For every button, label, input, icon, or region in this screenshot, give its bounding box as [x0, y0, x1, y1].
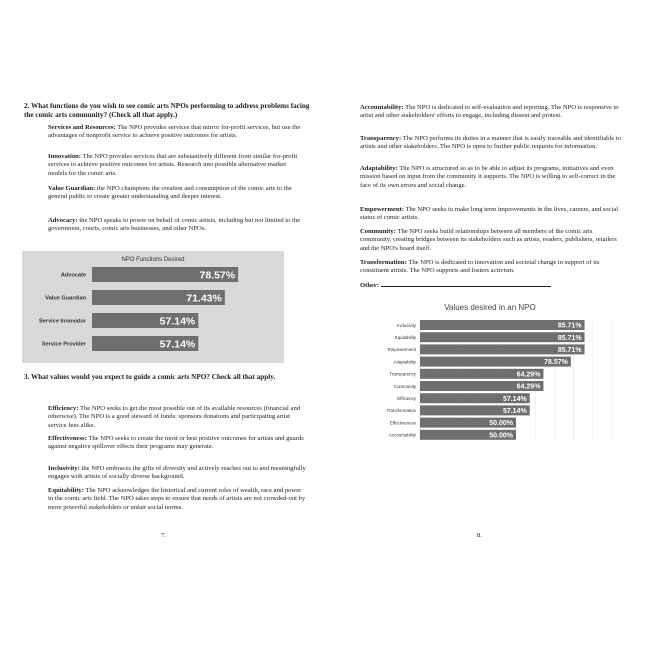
checkbox-icon[interactable]:  	[24, 153, 30, 160]
npo-functions-chart	[22, 251, 284, 363]
item-desc: The NPO acknowledges the historical and current roles of wealth, race and power in the comic arts field. The NPO takes steps to ensure that needs of artists are not crowded-out by more powerful stakeholders or unfair social norms.	[48, 487, 306, 511]
data-label: 71.43%	[186, 292, 222, 305]
category-label: Equitability	[394, 335, 416, 340]
category-label: Efficiency	[397, 396, 416, 401]
item-desc: The NPO is dedicated to self-evaluation and reporting. The NPO is responsive to artist and other stakeholders' efforts to engage, including dissent and protest.	[360, 104, 619, 120]
chart-title: NPO Functions Desired	[121, 257, 185, 263]
item-desc: The NPO is structured so as to be able to adjust its programs, initiatives and even mission based on input from the community it supports. The NPO is willing to self-correct in the face of its own errors and social change.	[360, 165, 616, 189]
item-desc: The NPO seeks to get the most possible out of its available resources (financial and otherwise). The NPO is a good steward of funds: sponsors donations and participating artist service fees alike.	[48, 405, 301, 429]
item-term: Advocacy:	[48, 217, 78, 224]
checkbox-icon[interactable]:  	[336, 259, 342, 266]
question-2-title: 2. What functions do you wish to see comic arts NPOs performing to address problems facing the comic arts community? (Check all that apply.)	[24, 102, 310, 119]
item-desc: the NPO speaks to power on behalf of comic artists, including but not limited to the government, courts, comic arts businesses, and other NPOs.	[48, 217, 301, 233]
item-term: Accountability:	[360, 104, 404, 111]
values-desired-chart	[340, 298, 620, 458]
checkbox-icon[interactable]:  	[24, 185, 30, 192]
data-label: 64.29%	[516, 383, 541, 391]
category-label: Transparency	[389, 371, 416, 377]
item-desc: The NPO is dedicated to innovation and societal change in support of its constituent artists. The NPO supports and fosters activism.	[360, 259, 600, 275]
checkbox-icon[interactable]:  	[336, 206, 342, 213]
item-desc: The NPO provides services that mirror for-profit services, but use the advantages of nonprofit service to achieve positive outcomes for artists.	[48, 124, 301, 140]
data-label: 57.14%	[159, 315, 196, 328]
category-label: Empowerment	[387, 347, 416, 353]
category-label: Value Guardian	[45, 295, 86, 302]
data-label: 50.00%	[489, 432, 513, 440]
right-page	[324, 0, 648, 648]
checkbox-icon[interactable]:  	[24, 435, 30, 442]
category-label: Effectiveness	[389, 420, 416, 426]
item-term: Value Guardian:	[48, 185, 96, 192]
page-number: 7.	[161, 532, 166, 539]
category-label: Service Innovator	[39, 318, 86, 325]
data-label: 57.14%	[502, 395, 527, 403]
checkbox-icon[interactable]:  	[336, 104, 342, 111]
data-label: 57.14%	[159, 338, 196, 351]
category-label: Advocate	[60, 272, 86, 279]
item-desc: The NPO performs its duties in a manner that is easily traceable and identifiable to artists and other stakeholders. The NPO is open to further public requests for information.	[360, 135, 621, 151]
category-label: Adaptability	[393, 359, 416, 365]
item-term: Community:	[360, 228, 396, 235]
chart-title: Values desired in an NPO	[444, 303, 536, 312]
page-number: 8.	[477, 532, 482, 539]
item-term: Transformation:	[360, 259, 407, 266]
item-term: Empowerment:	[360, 206, 404, 213]
item-desc: The NPO seeks to create the most or best positive outcomes for artists and guards against negative spillover effects their programs may generate.	[48, 435, 304, 451]
checkbox-icon[interactable]:  	[24, 465, 30, 472]
data-label: 85.71%	[557, 322, 582, 330]
checkbox-icon[interactable]:  	[336, 280, 342, 287]
data-label: 50.00%	[489, 420, 513, 428]
category-label: Community	[393, 383, 416, 389]
question-3-title: 3. What values would you expect to guide a comic arts NPO? Check all that apply.	[24, 373, 276, 381]
item-desc: The NPO provides services that are substantively different from similar for-profit services to achieve positive outcomes for artists. Research into possible alternative market models for the comic arts.	[48, 153, 298, 177]
item-term: Inclusivity:	[48, 465, 80, 472]
checkbox-icon[interactable]:  	[336, 135, 342, 142]
category-label: Inclusivity	[396, 322, 416, 328]
item-term: Equitability:	[48, 487, 84, 494]
data-label: 78.57%	[199, 269, 236, 282]
item-term: Services and Resources:	[48, 124, 116, 131]
item-term: Adaptability:	[360, 165, 398, 172]
item-term: Efficiency:	[48, 405, 79, 412]
checkbox-icon[interactable]:  	[336, 165, 342, 172]
data-label: 85.71%	[557, 347, 582, 354]
data-label: 85.71%	[557, 334, 582, 342]
category-label: Accountability	[388, 432, 416, 438]
item-desc: the NPO champions the creation and consumption of the comic arts to the general public to create greater understanding and deeper interest.	[48, 185, 292, 201]
item-desc: The NPO seeks to make long term improvements in the lives, careers, and social status of comic artists.	[360, 206, 619, 222]
data-label: 64.29%	[516, 371, 541, 379]
item-desc: the NPO embraces the gifts of diversity and actively reaches out to and meaningfully engages with artists of socially diverse background.	[48, 465, 306, 481]
other-input-line[interactable]	[381, 280, 551, 287]
data-label: 57.14%	[502, 408, 527, 415]
checkbox-icon[interactable]:  	[24, 487, 30, 494]
checkbox-icon[interactable]:  	[24, 217, 30, 224]
item-term: Innovation:	[48, 153, 81, 160]
category-label: Service Provider	[41, 341, 86, 348]
item-desc: The NPO seeks build relationships between all members of the comic arts community, creating bridges between its stakeholders such as artists, readers, publishers, retailers and the NPO's board itself.	[360, 228, 617, 252]
item-term: Effectiveness:	[48, 435, 87, 442]
checkbox-icon[interactable]:  	[24, 405, 30, 412]
checkbox-icon[interactable]:  	[336, 228, 342, 235]
item-term: Transparency:	[360, 135, 402, 142]
category-label: Transformation	[386, 408, 416, 414]
other-label: Other:	[360, 282, 380, 289]
data-label: 78.57%	[544, 359, 568, 367]
checkbox-icon[interactable]:  	[24, 124, 30, 131]
